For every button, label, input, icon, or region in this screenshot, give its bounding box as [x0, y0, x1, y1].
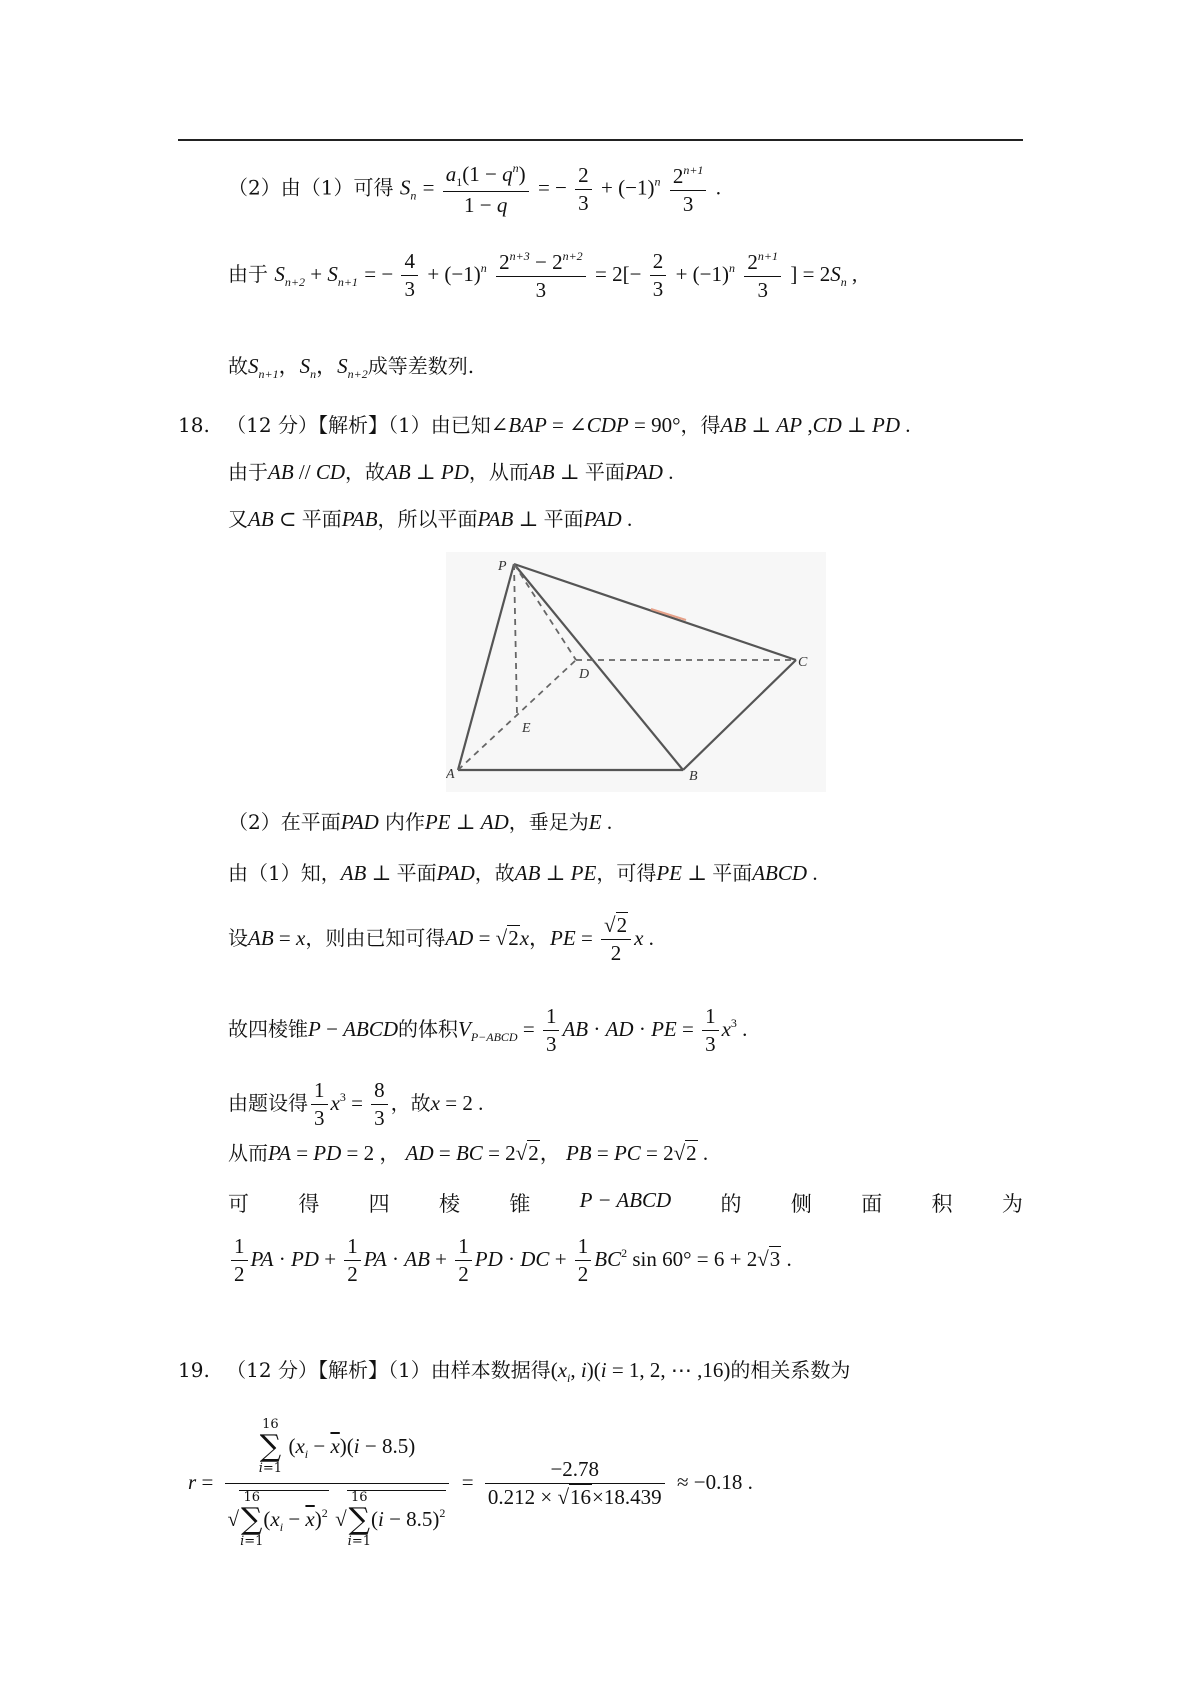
- q18-p6-b: ，故: [390, 1091, 431, 1115]
- word: 的: [720, 1192, 742, 1216]
- figure-background: [446, 552, 826, 792]
- q18-p5-line: 故四棱锥P − ABCD的体积$V_{P-ABCD}$ = $\frac{1}{3}$ AB · AD · PE = $\frac{1}{3}$ $x^3$ .: [228, 1004, 748, 1056]
- word: 侧: [790, 1192, 812, 1216]
- q18-p6-a: 由题设得: [228, 1091, 308, 1115]
- q18-p3-a: 由（1）知，: [228, 861, 341, 885]
- part2-intro: （2）由（1）可得: [228, 175, 394, 200]
- q18-side-area-formula: $\frac{1}{2}$ PA · PD + $\frac{1}{2}$ PA · AB + $\frac{1}{2}$ PD · DC + $\frac{1}{2}$ $BC^2$ sin 60° = 6 + 2√3 .: [228, 1236, 792, 1285]
- vertex-label-E: E: [522, 721, 531, 736]
- q18-p3-d: ，可得: [596, 861, 657, 885]
- q19-den-b: 16: [570, 1485, 591, 1510]
- q18-p2-c: ，垂足为: [508, 810, 589, 834]
- q18-l3-c: ，所以平面: [377, 507, 478, 531]
- q18-line3: 又AB ⊂ 平面PAB，所以平面PAB ⊥ 平面PAD .: [228, 507, 633, 531]
- q18-l3-a: 又: [228, 507, 248, 531]
- word: 为: [1001, 1192, 1023, 1216]
- part2-sn-formula: （2）由（1）可得 $S_n$ = $\frac{a_1(1 - q^n)}{1 - q}$ = − $\frac{2}{3}$ + $(-1)^n$ $\frac{2^{n+1}}{3}$ .: [228, 161, 722, 217]
- q18-p3-b: 平面: [396, 861, 437, 885]
- q18-p2-a: （2）在平面: [228, 810, 341, 834]
- vertex-label-P: P: [498, 559, 507, 574]
- vertex-label-A: A: [446, 767, 455, 782]
- q18-l2-d: 平面: [584, 460, 625, 484]
- q19-correlation-formula: r = 16 ∑ i=1 $(x_i - \overline{x})(i - 8.5)$ √16 ∑ $i=1(x_i - \overline{x})^2$ √16 ∑ $i=1(i - 8.5)^2$ = $\frac{-2.78}{0.212 \times √16\times 18.439}$ ≈ −0.18 .: [188, 1417, 753, 1549]
- q18-p4-a: 设: [228, 926, 248, 950]
- q18-l3-b: 平面: [301, 507, 342, 531]
- vertex-label-C: C: [798, 655, 808, 670]
- part2-conclusion: 故$S_{n+1}$，$S_n$，$S_{n+2}$成等差数列.: [228, 354, 475, 381]
- q18-l3-d: 平面: [543, 507, 584, 531]
- q18-p2-b: 内作: [384, 810, 425, 834]
- q19-header-tail: 的相关系数为: [730, 1358, 851, 1382]
- q18-p4-b: ，则由已知可得: [305, 926, 446, 950]
- word: 得: [298, 1192, 320, 1216]
- q18-header: 18. （12 分）【解析】（1）由已知∠BAP = ∠CDP = 90°，得AB ⊥ AP ,CD ⊥ PD .: [178, 413, 911, 437]
- q18-p5-a: 故四棱锥: [228, 1017, 308, 1041]
- q18-p4-line: 设AB = x，则由已知可得AD = √2x，PE = $\frac{√2}{2}$ x .: [228, 913, 654, 965]
- q18-number: 18.: [178, 413, 210, 437]
- q18-p3-line: 由（1）知，AB ⊥ 平面PAD，故AB ⊥ PE，可得PE ⊥ 平面ABCD .: [228, 861, 818, 885]
- conclude-text: 故: [228, 354, 248, 378]
- q18-p8-spread-line: [228, 1188, 1023, 1218]
- word: 面: [861, 1192, 883, 1216]
- word: 锥: [509, 1192, 531, 1216]
- conclude-tail: 成等差数列.: [367, 354, 475, 378]
- word: 棱: [438, 1192, 460, 1216]
- q19-den-a: 0.212 ×: [487, 1485, 553, 1510]
- q19-number: 19.: [178, 1358, 210, 1382]
- pyramid-figure: [446, 552, 826, 792]
- pyramid-name: P − ABCD: [579, 1188, 672, 1212]
- q18-l2-b: ，故: [345, 460, 386, 484]
- q18-l2-c: ，从而: [468, 460, 529, 484]
- since-text: 由于: [228, 262, 268, 286]
- q19-numerator-value: −2.78: [485, 1459, 665, 1484]
- q18-p3-c: ，故: [474, 861, 515, 885]
- q18-p7-line: 从而PA = PD = 2 ， AD = BC = 2√2， PB = PC = 2√2 .: [228, 1141, 709, 1165]
- q18-p2-line: （2）在平面PAD 内作PE ⊥ AD，垂足为E .: [228, 810, 613, 834]
- q18-l1-tail: ，得: [680, 413, 721, 437]
- q18-line2: 由于AB // CD，故AB ⊥ PD，从而AB ⊥ 平面PAD .: [228, 460, 674, 484]
- word: 积: [931, 1192, 953, 1216]
- word: 四: [368, 1192, 390, 1216]
- q18-p7-a: 从而: [228, 1141, 268, 1165]
- q18-l2-a: 由于: [228, 460, 268, 484]
- q19-header: 19. （12 分）【解析】（1）由样本数据得($x_i$, i)(i = 1, 2, ⋯ ,16)的相关系数为: [178, 1358, 851, 1385]
- q18-header-text: （12 分）【解析】（1）由已知: [226, 413, 491, 437]
- q19-result: ≈ −0.18 .: [676, 1470, 753, 1495]
- vertex-label-D: D: [579, 667, 590, 682]
- word: 可: [228, 1192, 249, 1216]
- q18-p5-b: 的体积: [398, 1017, 458, 1041]
- part2-sum-relation: 由于 $S_{n+2} + S_{n+1}$ = − $\frac{4}{3}$ + $(-1)^n$ $\frac{2^{n+3} - 2^{n+2}}{3}$ = 2[− $\frac{2}{3}$ + $(-1)^n$ $\frac{2^{n+1}}{3}$ ] = $2S_n$ ,: [228, 249, 858, 302]
- q18-p6-line: 由题设得 $\frac{1}{3}$ $x^3$ = $\frac{8}{3}$ ，故x = 2 .: [228, 1078, 484, 1130]
- q18-p3-e: 平面: [712, 861, 753, 885]
- header-rule: [178, 139, 1023, 141]
- q19-den-c: ×18.439: [592, 1485, 662, 1510]
- q19-header-text: （12 分）【解析】（1）由样本数据得: [226, 1358, 551, 1382]
- vertex-label-B: B: [689, 769, 698, 784]
